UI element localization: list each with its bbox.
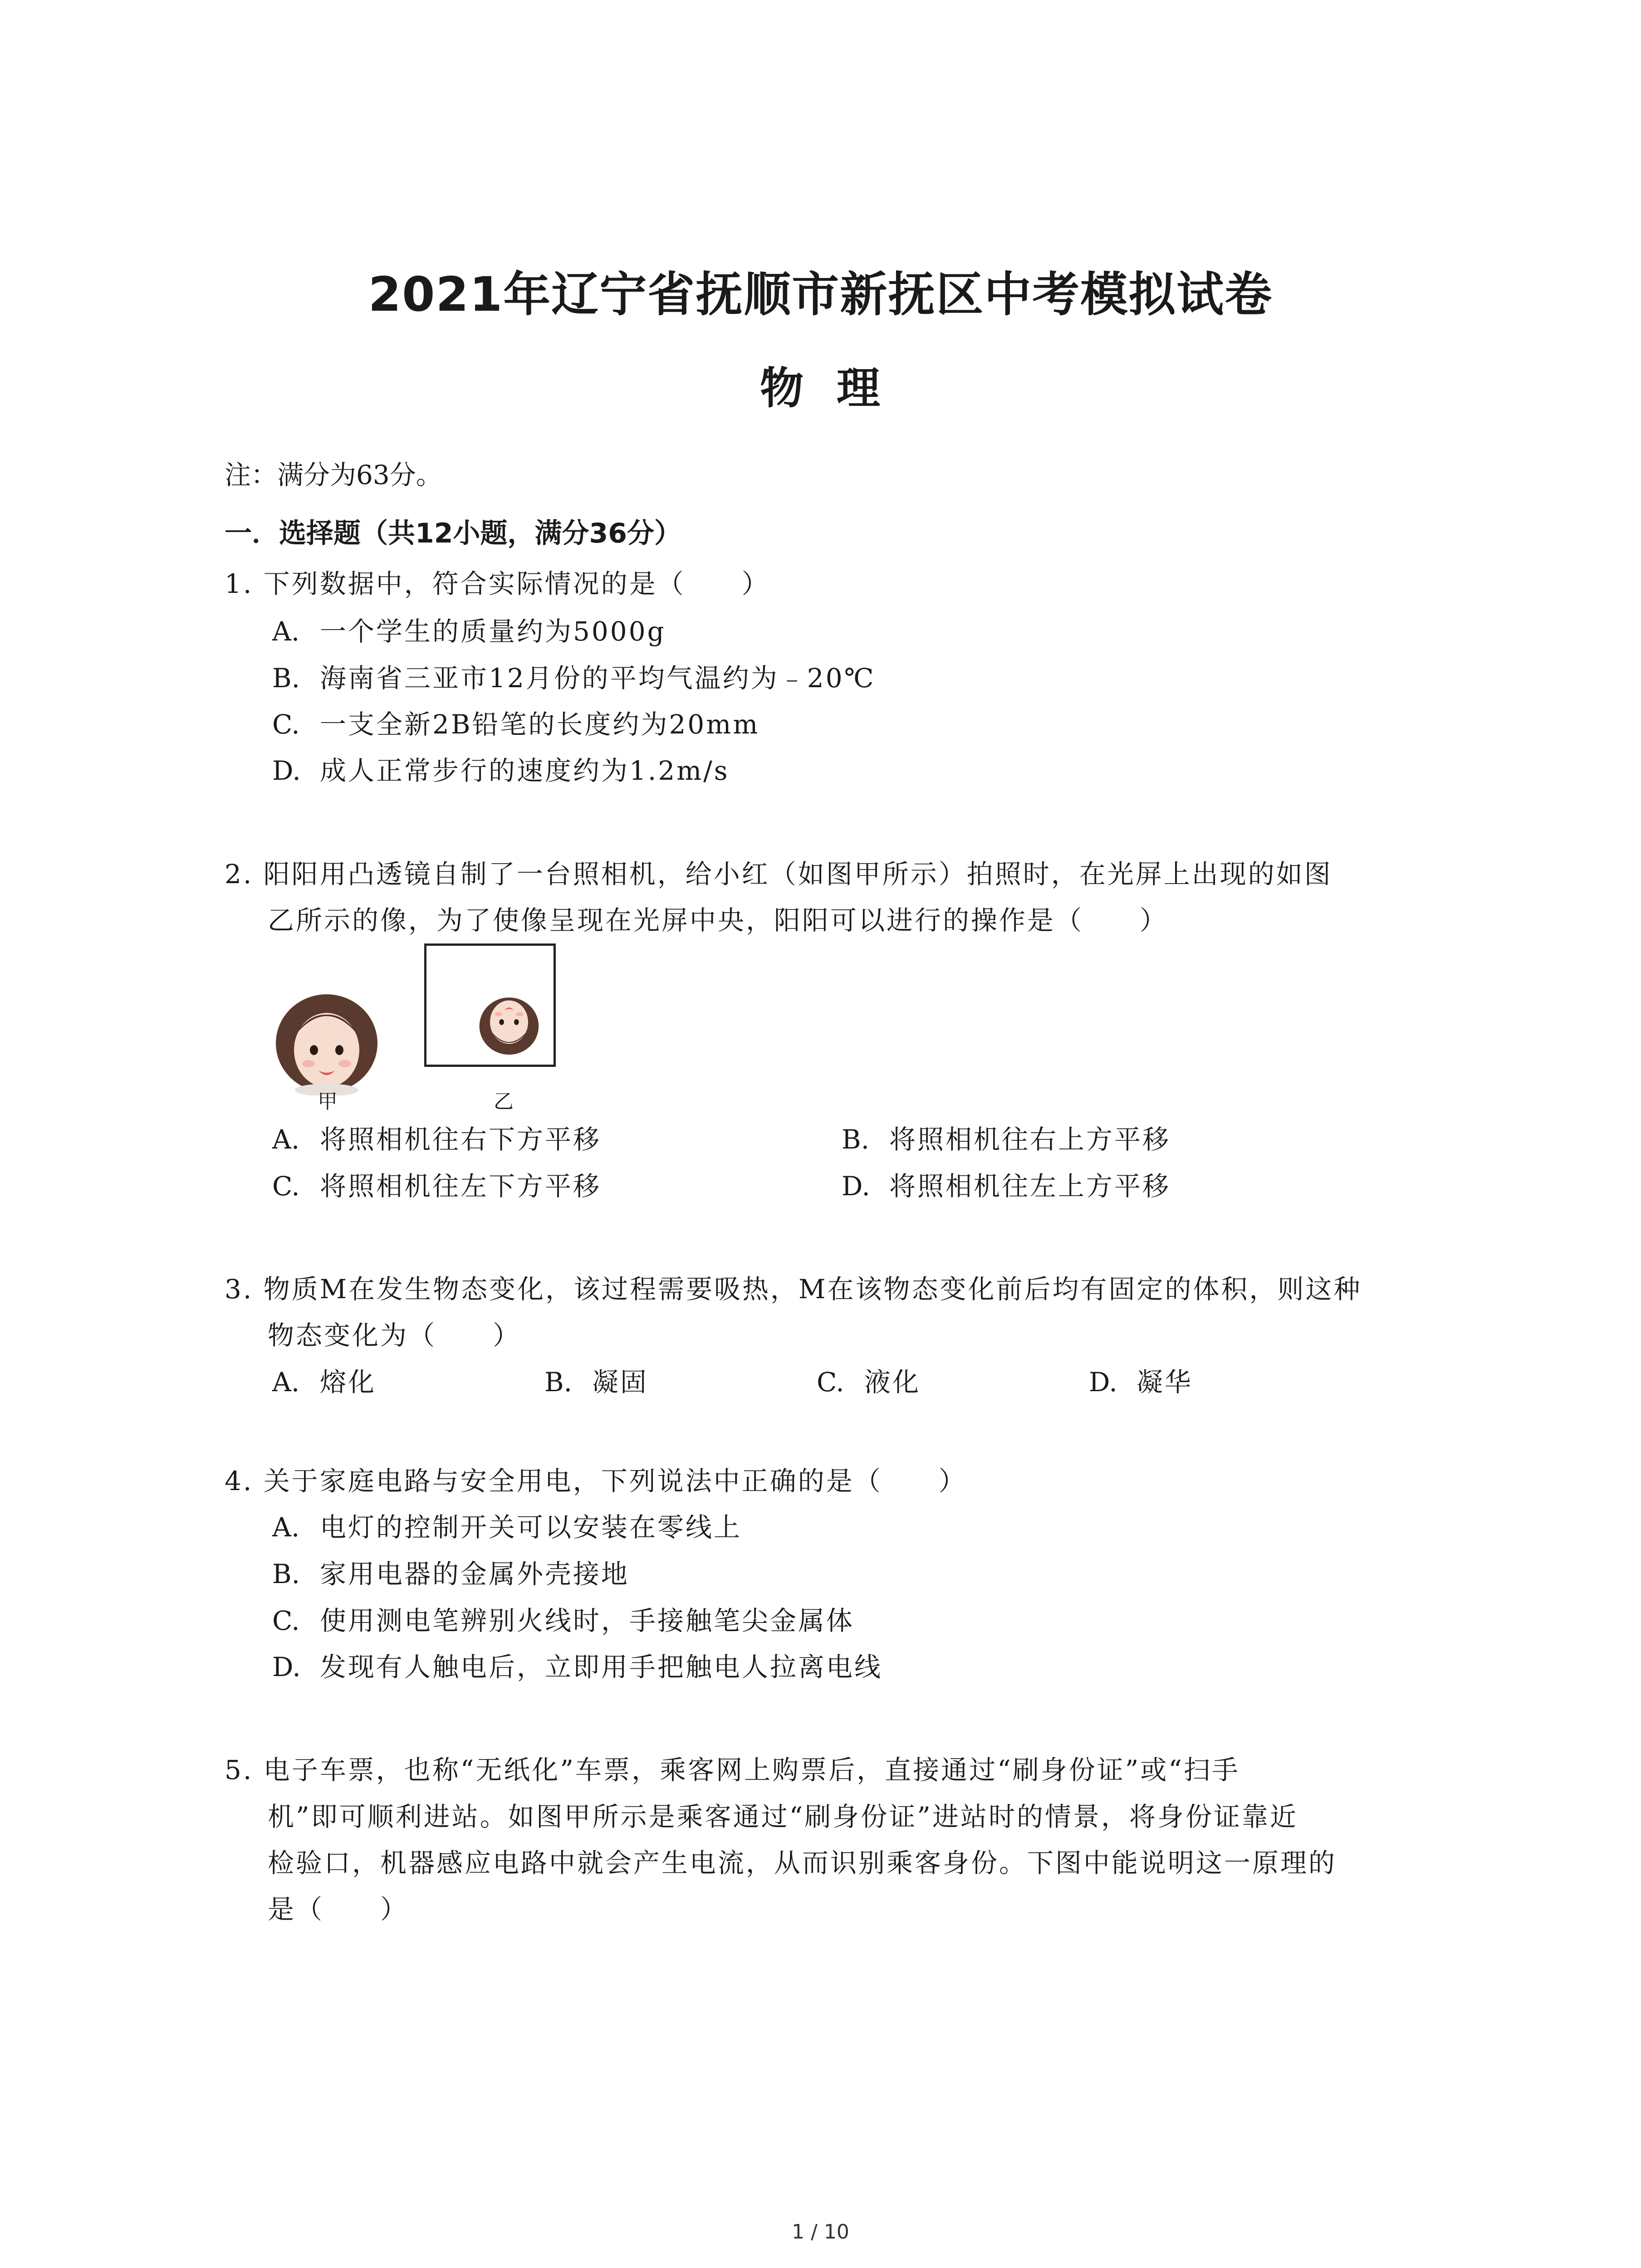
option-label: C.	[272, 1171, 300, 1202]
option-label: C.	[817, 1367, 844, 1398]
option-label: A.	[272, 1367, 300, 1398]
option-text: 发现有人触电后，立即用手把触电人拉离电线	[320, 1652, 883, 1682]
question-3-option-a[interactable]	[272, 1361, 376, 1399]
girl-face-figure	[272, 987, 381, 1095]
option-label: B.	[544, 1367, 573, 1398]
figure-label-jia: 甲	[318, 1090, 338, 1113]
question-1-option-c[interactable]	[272, 703, 759, 741]
option-text: 熔化	[320, 1367, 377, 1398]
option-text: 电灯的控制开关可以安装在零线上	[320, 1512, 742, 1543]
option-text: 成人正常步行的速度约为1.2m/s	[320, 755, 730, 786]
option-text: 一个学生的质量约为5000g	[320, 616, 666, 647]
question-1-option-d[interactable]	[272, 749, 730, 787]
question-2-option-b[interactable]	[842, 1118, 1171, 1156]
question-5-stem-line-3: 检验口，机器感应电路中就会产生电流，从而识别乘客身份。下图中能说明这一原理的	[268, 1848, 1337, 1878]
page-number: 1 / 10	[792, 2220, 849, 2244]
option-text: 使用测电笔辨别火线时，手接触笔尖金属体	[320, 1605, 855, 1636]
option-label: B.	[272, 1559, 300, 1589]
option-text: 家用电器的金属外壳接地	[320, 1559, 630, 1589]
option-label: D.	[272, 1652, 301, 1682]
option-label: C.	[272, 709, 300, 740]
question-2-stem-line-2: 乙所示的像，为了使像呈现在光屏中央，阳阳可以进行的操作是（ ）	[268, 905, 1168, 936]
question-4-option-c[interactable]	[272, 1599, 854, 1637]
option-text: 液化	[864, 1367, 921, 1398]
option-text: 一支全新2B铅笔的长度约为20mm	[320, 709, 760, 740]
question-4-option-a[interactable]	[272, 1506, 742, 1544]
question-3-option-d[interactable]	[1089, 1361, 1193, 1399]
light-screen-figure	[424, 943, 556, 1067]
figure-label-yi: 乙	[494, 1090, 514, 1113]
option-label: A.	[272, 1512, 300, 1543]
question-3-option-c[interactable]	[817, 1361, 921, 1399]
question-5-stem-line-4: 是（ ）	[268, 1894, 409, 1925]
question-3-option-b[interactable]	[544, 1361, 648, 1399]
question-2-option-d[interactable]	[842, 1165, 1171, 1203]
question-4-option-d[interactable]	[272, 1646, 882, 1684]
section-heading: 一．选择题（共12小题，满分36分）	[225, 518, 681, 549]
option-text: 海南省三亚市12月份的平均气温约为﹣20℃	[320, 663, 876, 694]
question-3-stem-line-1: 3. 物质M在发生物态变化，该过程需要吸热，M在该物态变化前后均有固定的体积，则这种	[225, 1274, 1362, 1305]
option-text: 将照相机往左下方平移	[320, 1171, 602, 1202]
question-4-stem: 4. 关于家庭电路与安全用电，下列说法中正确的是（ ）	[225, 1466, 967, 1496]
option-label: A.	[272, 616, 300, 647]
question-1-stem: 1. 下列数据中，符合实际情况的是（ ）	[225, 568, 770, 599]
option-text: 将照相机往右下方平移	[320, 1124, 602, 1155]
score-note: 注：满分为63分。	[225, 459, 442, 490]
option-text: 凝固	[592, 1367, 649, 1398]
option-label: B.	[272, 663, 300, 694]
subject-title: 物 理	[760, 363, 881, 414]
question-1-option-a[interactable]	[272, 610, 666, 648]
option-text: 将照相机往左上方平移	[889, 1171, 1171, 1202]
option-label: D.	[272, 755, 301, 786]
question-2-stem-line-1: 2. 阳阳用凸透镜自制了一台照相机，给小红（如图甲所示）拍照时，在光屏上出现的如图	[225, 859, 1332, 890]
question-5-stem-line-2: 机”即可顺利进站。如图甲所示是乘客通过“刷身份证”进站时的情景，将身份证靠近	[268, 1801, 1298, 1832]
exam-title: 2021年辽宁省抚顺市新抚区中考模拟试卷	[368, 267, 1273, 322]
question-1-option-b[interactable]	[272, 657, 876, 695]
option-text: 将照相机往右上方平移	[889, 1124, 1171, 1155]
option-label: C.	[272, 1605, 300, 1636]
option-label: A.	[272, 1124, 300, 1155]
option-label: D.	[1089, 1367, 1117, 1398]
question-3-stem-line-2: 物态变化为（ ）	[268, 1320, 521, 1351]
option-text: 凝华	[1136, 1367, 1193, 1398]
question-5-stem-line-1: 5. 电子车票，也称“无纸化”车票，乘客网上购票后，直接通过“刷身份证”或“扫手	[225, 1755, 1240, 1785]
question-4-option-b[interactable]	[272, 1553, 629, 1591]
option-label: D.	[842, 1171, 870, 1202]
inverted-face-image	[477, 996, 541, 1059]
option-label: B.	[842, 1124, 870, 1155]
question-2-option-c[interactable]	[272, 1165, 601, 1203]
question-2-option-a[interactable]	[272, 1118, 601, 1156]
